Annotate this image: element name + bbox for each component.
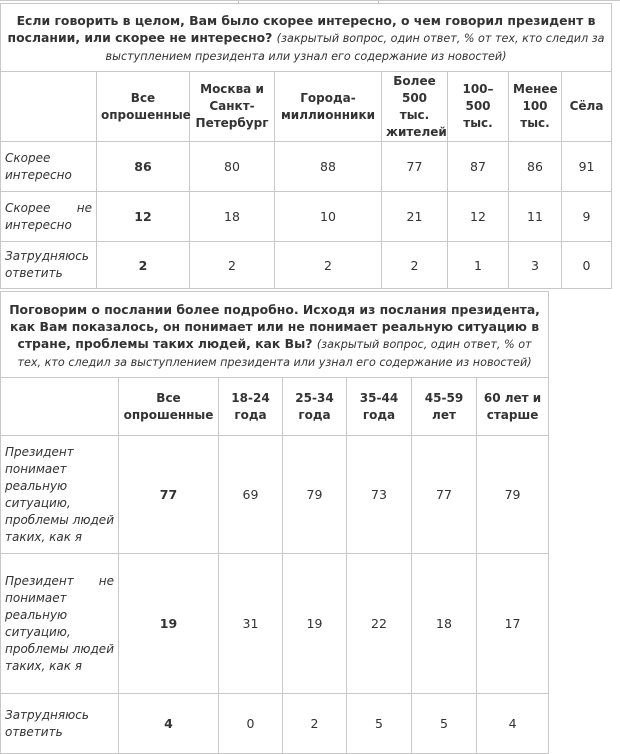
cell-value: 2 bbox=[382, 242, 448, 289]
cell-value: 88 bbox=[275, 142, 382, 192]
cell-value: 1 bbox=[448, 242, 509, 289]
table2-header-empty bbox=[1, 378, 119, 436]
table1-note: (закрытый вопрос, один ответ, % от тех, кто следил за выступлением президента или узнал его содержание из новостей) bbox=[105, 32, 605, 63]
table-row bbox=[1, 694, 549, 754]
cell-value: 10 bbox=[275, 192, 382, 242]
table1-header: Сёла bbox=[562, 72, 612, 142]
cell-value: 31 bbox=[219, 554, 283, 694]
cell-value: 2 bbox=[97, 242, 190, 289]
table-row bbox=[1, 192, 612, 242]
table1-header: Москва и Санкт-Петербург bbox=[190, 72, 275, 142]
table-row bbox=[1, 554, 549, 694]
table1-header: 100–500 тыс. bbox=[448, 72, 509, 142]
cell-value: 22 bbox=[347, 554, 412, 694]
cell-value: 0 bbox=[562, 242, 612, 289]
cell-value: 12 bbox=[448, 192, 509, 242]
table2-note: (закрытый вопрос, один ответ, % от тех, кто следил за выступлением президента или узнал его содержание из новостей) bbox=[17, 337, 532, 369]
cell-value: 18 bbox=[190, 192, 275, 242]
cell-value: 87 bbox=[448, 142, 509, 192]
cell-value: 91 bbox=[562, 142, 612, 192]
table1-header-row bbox=[1, 72, 612, 142]
table2-question: Поговорим о послании более подробно. Исходя из послания президента, как Вам показалось, он понимает или не понимает реальную ситуацию в стране, проблемы таких людей, как Вы? bbox=[9, 301, 540, 351]
top-border-line bbox=[0, 0, 620, 1]
cell-value: 5 bbox=[347, 694, 412, 754]
table2-header: 18-24 года bbox=[219, 378, 283, 436]
cell-value: 86 bbox=[97, 142, 190, 192]
cell-value: 77 bbox=[119, 436, 219, 554]
interest-table bbox=[0, 3, 612, 289]
cell-value: 9 bbox=[562, 192, 612, 242]
row-label: Затрудняюсь ответить bbox=[1, 694, 119, 754]
row-label: Скорее интересно bbox=[1, 142, 97, 192]
cell-value: 2 bbox=[190, 242, 275, 289]
cell-value: 86 bbox=[509, 142, 562, 192]
table2-header: 35-44 года bbox=[347, 378, 412, 436]
table2-header: 45-59 лет bbox=[412, 378, 477, 436]
table1-title bbox=[1, 4, 612, 72]
table2-header: Все опрошенные bbox=[119, 378, 219, 436]
table1-header: Города-миллионники bbox=[275, 72, 382, 142]
table1-header: Более 500 тыс. жителей bbox=[382, 72, 448, 142]
cell-value: 5 bbox=[412, 694, 477, 754]
table-row bbox=[1, 242, 612, 289]
cell-value: 17 bbox=[477, 554, 549, 694]
cell-value: 21 bbox=[382, 192, 448, 242]
cell-value: 79 bbox=[477, 436, 549, 554]
table2-header: 60 лет и старше bbox=[477, 378, 549, 436]
cell-value: 12 bbox=[97, 192, 190, 242]
cell-value: 4 bbox=[477, 694, 549, 754]
cell-value: 80 bbox=[190, 142, 275, 192]
cell-value: 2 bbox=[275, 242, 382, 289]
table1-header-empty bbox=[1, 72, 97, 142]
cell-value: 3 bbox=[509, 242, 562, 289]
table-row bbox=[1, 142, 612, 192]
cell-value: 77 bbox=[382, 142, 448, 192]
table2-header: 25-34 года bbox=[283, 378, 347, 436]
row-label: Президент понимает реальную ситуацию, проблемы людей таких, как я bbox=[1, 436, 119, 554]
cell-value: 4 bbox=[119, 694, 219, 754]
cell-value: 79 bbox=[283, 436, 347, 554]
understanding-table bbox=[0, 291, 549, 754]
table-row bbox=[1, 436, 549, 554]
cell-value: 19 bbox=[283, 554, 347, 694]
table1-question: Если говорить в целом, Вам было скорее интересно, о чем говорил президент в послании, или скорее не интересно? bbox=[7, 13, 596, 45]
cell-value: 73 bbox=[347, 436, 412, 554]
cell-value: 2 bbox=[283, 694, 347, 754]
table1-header: Все опрошенные bbox=[97, 72, 190, 142]
cell-value: 19 bbox=[119, 554, 219, 694]
cell-value: 11 bbox=[509, 192, 562, 242]
cell-value: 69 bbox=[219, 436, 283, 554]
row-label: Затрудняюсь ответить bbox=[1, 242, 97, 289]
table2-header-row bbox=[1, 378, 549, 436]
table2-title bbox=[1, 292, 549, 378]
cell-value: 0 bbox=[219, 694, 283, 754]
row-label: Президент не понимает реальную ситуацию, проблемы людей таких, как я bbox=[1, 554, 119, 694]
cell-value: 18 bbox=[412, 554, 477, 694]
table1-header: Менее 100 тыс. bbox=[509, 72, 562, 142]
cell-value: 77 bbox=[412, 436, 477, 554]
row-label: Скорее не интересно bbox=[1, 192, 97, 242]
